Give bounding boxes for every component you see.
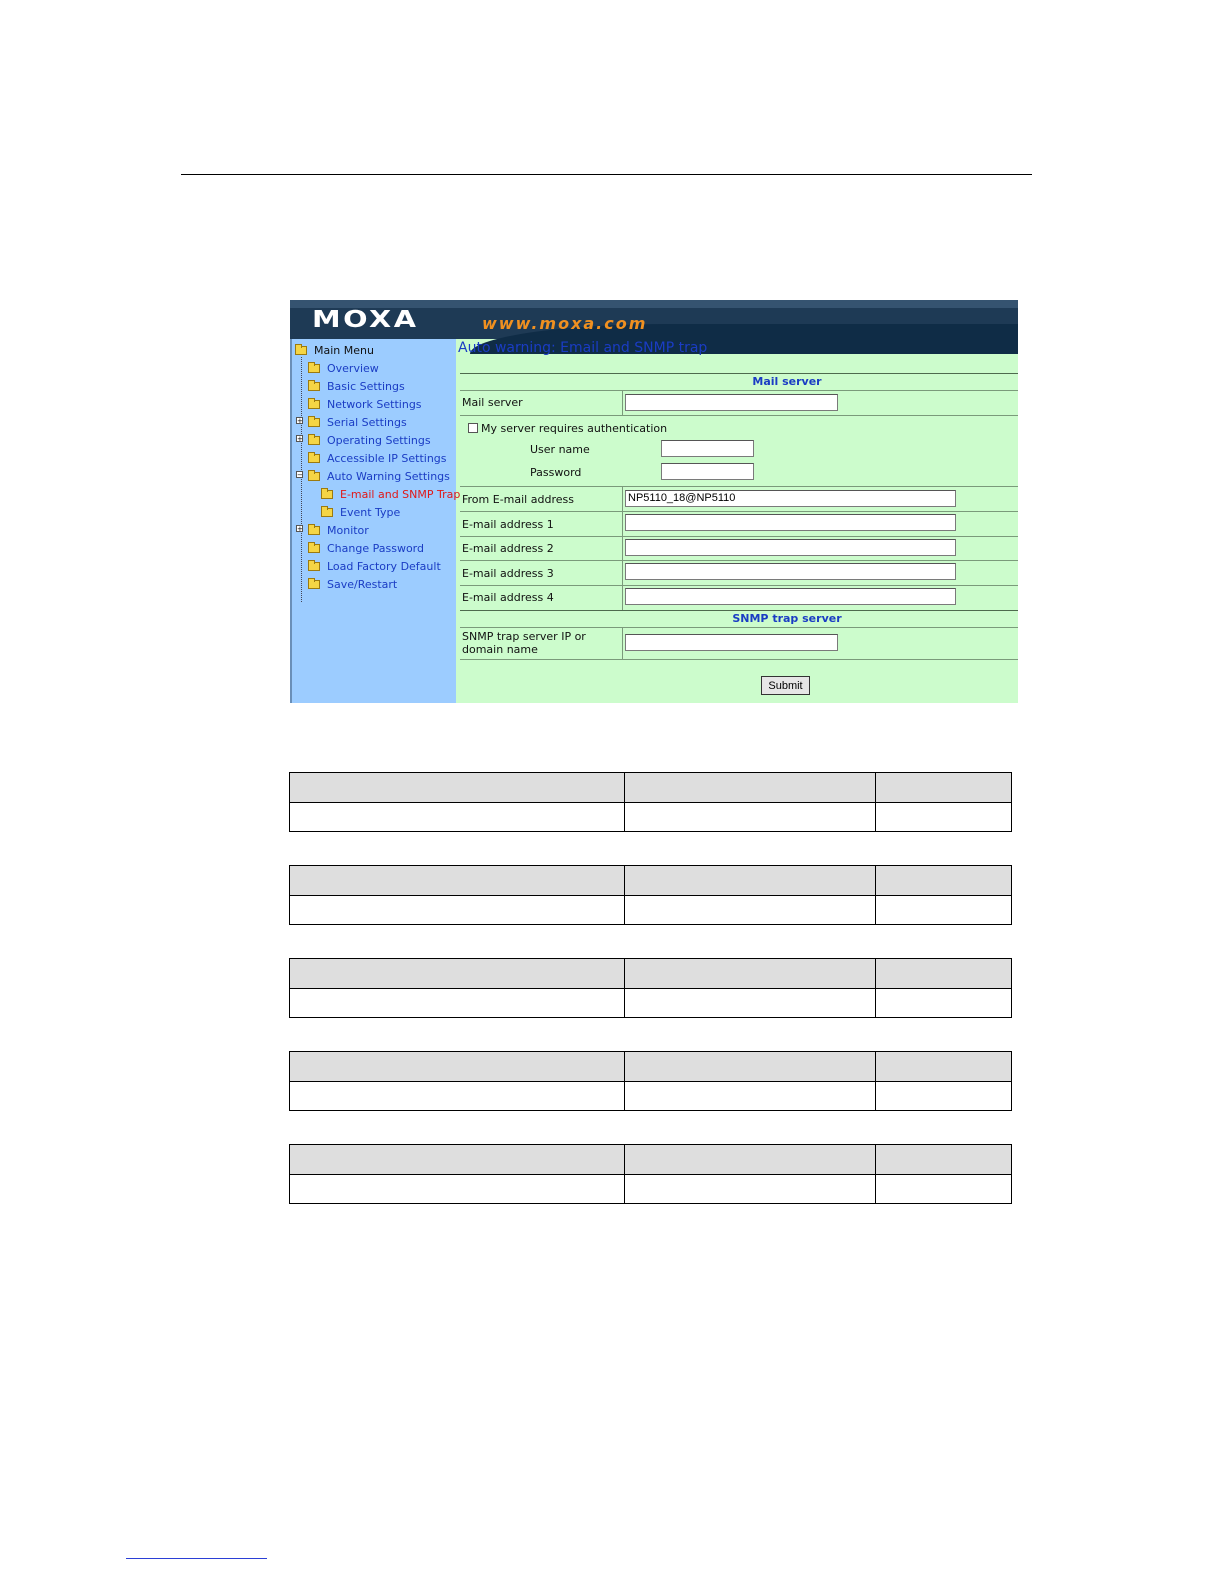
snmp-section-title: SNMP trap server xyxy=(732,612,842,625)
email-address-3-input[interactable] xyxy=(625,563,956,580)
sidebar-root[interactable]: Main Menu xyxy=(295,342,374,358)
settings-table-3 xyxy=(289,958,1012,1018)
browser-screenshot xyxy=(290,300,1018,703)
email-address-1-label: E-mail address 1 xyxy=(462,518,554,531)
sidebar-item-event-type[interactable]: Event Type xyxy=(321,504,400,520)
sidebar-item-network-settings[interactable]: Network Settings xyxy=(308,396,422,412)
folder-icon xyxy=(308,418,320,427)
email-address-2-label: E-mail address 2 xyxy=(462,542,554,555)
from-email-label: From E-mail address xyxy=(462,493,574,506)
email-address-3-label: E-mail address 3 xyxy=(462,567,554,580)
sidebar-item-load-factory-default[interactable]: Load Factory Default xyxy=(308,558,441,574)
settings-table-1 xyxy=(289,772,1012,832)
moxa-url: www.moxa.com xyxy=(482,314,648,333)
folder-icon xyxy=(321,508,333,517)
auth-checkbox[interactable] xyxy=(468,423,478,433)
user-name-input[interactable] xyxy=(661,440,754,457)
footer-link-underline xyxy=(126,1558,267,1559)
collapse-minus-icon[interactable]: − xyxy=(297,471,303,479)
email-address-1-input[interactable] xyxy=(625,514,956,531)
folder-open-icon xyxy=(308,472,320,481)
password-input[interactable] xyxy=(661,463,754,480)
snmp-server-label-line1: SNMP trap server IP or xyxy=(462,630,586,643)
expand-plus-icon[interactable]: + xyxy=(297,435,303,443)
sidebar-item-email-snmp[interactable]: E-mail and SNMP Trap xyxy=(321,486,460,502)
submit-button[interactable]: Submit xyxy=(761,676,810,695)
mail-server-section-title: Mail server xyxy=(752,375,822,388)
settings-table-2 xyxy=(289,865,1012,925)
auth-checkbox-label: My server requires authentication xyxy=(481,422,668,435)
snmp-server-input[interactable] xyxy=(625,634,838,651)
moxa-logo: MOXA xyxy=(312,307,419,333)
folder-icon xyxy=(308,526,320,535)
settings-form xyxy=(457,339,1018,703)
expand-plus-icon[interactable]: + xyxy=(297,417,303,425)
folder-icon xyxy=(321,490,333,499)
email-address-4-input[interactable] xyxy=(625,588,956,605)
from-email-input[interactable]: NP5110_18@NP5110 xyxy=(625,490,956,507)
settings-table-4 xyxy=(289,1051,1012,1111)
mail-server-label: Mail server xyxy=(462,396,523,409)
sidebar-item-overview[interactable]: Overview xyxy=(308,360,379,376)
settings-table-5 xyxy=(289,1144,1012,1204)
folder-icon xyxy=(308,544,320,553)
folder-icon xyxy=(308,400,320,409)
tree-line xyxy=(301,357,302,602)
sidebar-menu xyxy=(290,339,461,703)
folder-icon xyxy=(308,580,320,589)
folder-icon xyxy=(308,562,320,571)
sidebar-item-save-restart[interactable]: Save/Restart xyxy=(308,576,397,592)
user-name-label: User name xyxy=(530,443,590,456)
expand-plus-icon[interactable]: + xyxy=(297,525,303,533)
folder-icon xyxy=(308,382,320,391)
sidebar-item-auto-warning[interactable]: Auto Warning Settings xyxy=(308,468,450,484)
sidebar-item-serial-settings[interactable]: Serial Settings xyxy=(308,414,407,430)
sidebar-item-accessible-ip[interactable]: Accessible IP Settings xyxy=(308,450,447,466)
moxa-banner xyxy=(290,300,1018,339)
folder-open-icon xyxy=(295,346,307,355)
email-address-2-input[interactable] xyxy=(625,539,956,556)
sidebar-item-change-password[interactable]: Change Password xyxy=(308,540,424,556)
page-title: Auto warning: Email and SNMP trap xyxy=(458,340,708,356)
mail-server-input[interactable] xyxy=(625,394,838,411)
password-label: Password xyxy=(530,466,582,479)
header-rule xyxy=(181,174,1032,175)
folder-icon xyxy=(308,436,320,445)
sidebar-item-basic-settings[interactable]: Basic Settings xyxy=(308,378,405,394)
email-address-4-label: E-mail address 4 xyxy=(462,591,554,604)
sidebar-item-operating-settings[interactable]: Operating Settings xyxy=(308,432,431,448)
snmp-server-label-line2: domain name xyxy=(462,643,538,656)
folder-icon xyxy=(308,364,320,373)
sidebar-item-monitor[interactable]: Monitor xyxy=(308,522,369,538)
folder-icon xyxy=(308,454,320,463)
